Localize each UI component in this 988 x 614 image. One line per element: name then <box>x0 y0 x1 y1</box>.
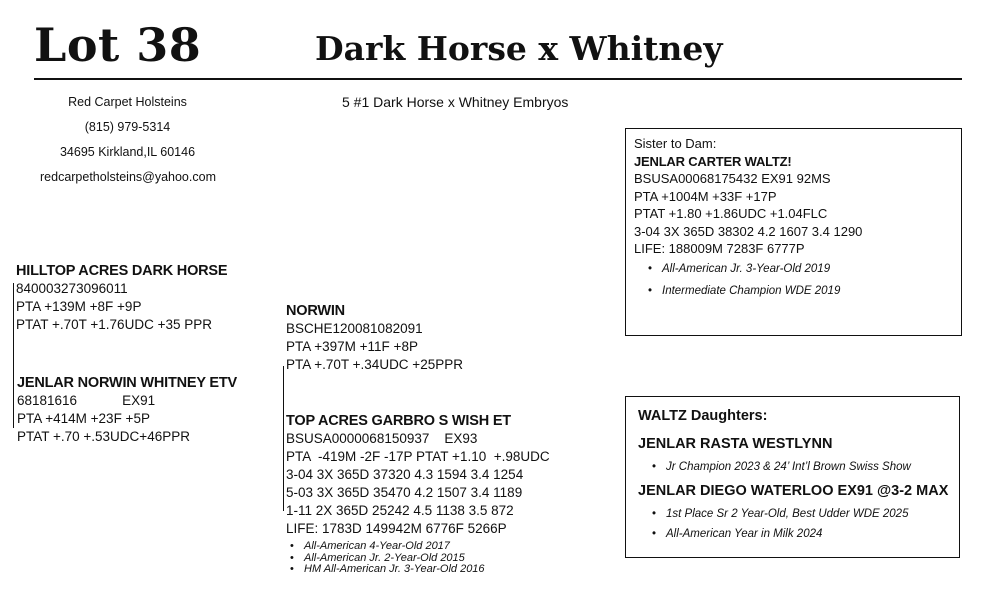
sister-achievements <box>634 260 961 301</box>
dam-sire-ptat: PTA +.70T +.34UDC +25PPR <box>286 357 463 372</box>
achievement-item: • Jr Champion 2023 & 24’ Int’l Brown Swiss Show <box>666 458 959 477</box>
sister-line: 3-04 3X 365D 38302 4.2 1607 3.4 1290 <box>634 223 863 239</box>
dam-sire-pta: PTA +397M +11F +8P <box>286 339 418 354</box>
lot-number: Lot 38 <box>34 18 202 72</box>
dam-dam-block <box>286 412 550 576</box>
dam-sire-block <box>286 302 463 374</box>
phone-number: (815) 979-5314 <box>84 120 171 134</box>
daughters-heading: WALTZ Daughters: <box>638 408 768 424</box>
sister-line: PTA +1004M +33F +17P <box>634 188 777 204</box>
dam-dam-name: TOP ACRES GARBRO S WISH ET <box>286 413 511 429</box>
achievement-item: • All-American Jr. 2-Year-Old 2015 <box>304 553 550 565</box>
sister-line: LIFE: 188009M 7283F 6777P <box>634 241 805 256</box>
sire-name: HILLTOP ACRES DARK HORSE <box>16 263 228 279</box>
dam-dam-lifetime: LIFE: 1783D 149942M 6776F 5266P <box>286 521 507 536</box>
sister-heading: Sister to Dam: <box>634 136 717 151</box>
email: redcarpetholsteins@yahoo.com <box>40 170 216 184</box>
lot-subtitle: 5 #1 Dark Horse x Whitney Embryos <box>342 94 569 110</box>
dam-pta: PTA +414M +23F +5P <box>17 411 150 426</box>
farm-name: Red Carpet Holsteins <box>68 95 187 109</box>
lot-title: Dark Horse x Whitney <box>315 29 723 68</box>
dam-dam-achievements <box>286 541 550 576</box>
dam-block <box>17 374 237 446</box>
dam-sire-id: BSCHE120081082091 <box>286 321 423 336</box>
pedigree-bracket-left <box>13 283 14 428</box>
dam-dam-record: 3-04 3X 365D 37320 4.3 1594 3.4 1254 <box>286 467 524 482</box>
achievement-item: • All-American Year in Milk 2024 <box>666 525 959 544</box>
header-divider <box>34 78 962 80</box>
dam-sire-name: NORWIN <box>286 303 345 319</box>
sister-name: JENLAR CARTER WALTZ! <box>634 153 792 169</box>
sire-block <box>16 262 227 334</box>
achievement-item: • 1st Place Sr 2 Year-Old, Best Udder WDE 2025 <box>666 505 959 524</box>
achievement-item: • All-American 4-Year-Old 2017 <box>304 541 550 553</box>
sister-to-dam-box <box>625 128 962 336</box>
dam-dam-record: 5-03 3X 365D 35470 4.2 1507 3.4 1189 <box>286 485 523 500</box>
daughter-achievements <box>638 458 959 477</box>
pedigree-bracket-right <box>283 366 284 511</box>
contact-block <box>40 90 215 190</box>
dam-id: 68181616 EX91 <box>17 393 156 408</box>
daughter-name: JENLAR RASTA WESTLYNN <box>638 436 833 452</box>
dam-dam-id: BSUSA0000068150937 EX93 <box>286 431 478 446</box>
sister-line: PTAT +1.80 +1.86UDC +1.04FLC <box>634 206 828 221</box>
dam-dam-pta: PTA -419M -2F -17P PTAT +1.10 +.98UDC <box>286 449 550 464</box>
sire-id: 840003273096011 <box>16 281 128 296</box>
achievement-item: • All-American Jr. 3-Year-Old 2019 <box>662 260 961 279</box>
sire-ptat: PTAT +.70T +1.76UDC +35 PPR <box>16 317 212 332</box>
dam-ptat: PTAT +.70 +.53UDC+46PPR <box>17 429 190 444</box>
daughter-achievements <box>638 505 959 544</box>
sire-pta: PTA +139M +8F +9P <box>16 299 142 314</box>
daughter-name: JENLAR DIEGO WATERLOO EX91 @3-2 MAX <box>638 483 949 499</box>
dam-name: JENLAR NORWIN WHITNEY ETV <box>17 375 238 391</box>
sister-line: BSUSA00068175432 EX91 92MS <box>634 171 831 186</box>
dam-dam-record: 1-11 2X 365D 25242 4.5 1138 3.5 872 <box>286 503 514 518</box>
address: 34695 Kirkland,IL 60146 <box>59 145 196 159</box>
waltz-daughters-box <box>625 396 960 558</box>
achievement-item: • Intermediate Champion WDE 2019 <box>662 282 961 301</box>
achievement-item: • HM All-American Jr. 3-Year-Old 2016 <box>304 564 550 576</box>
